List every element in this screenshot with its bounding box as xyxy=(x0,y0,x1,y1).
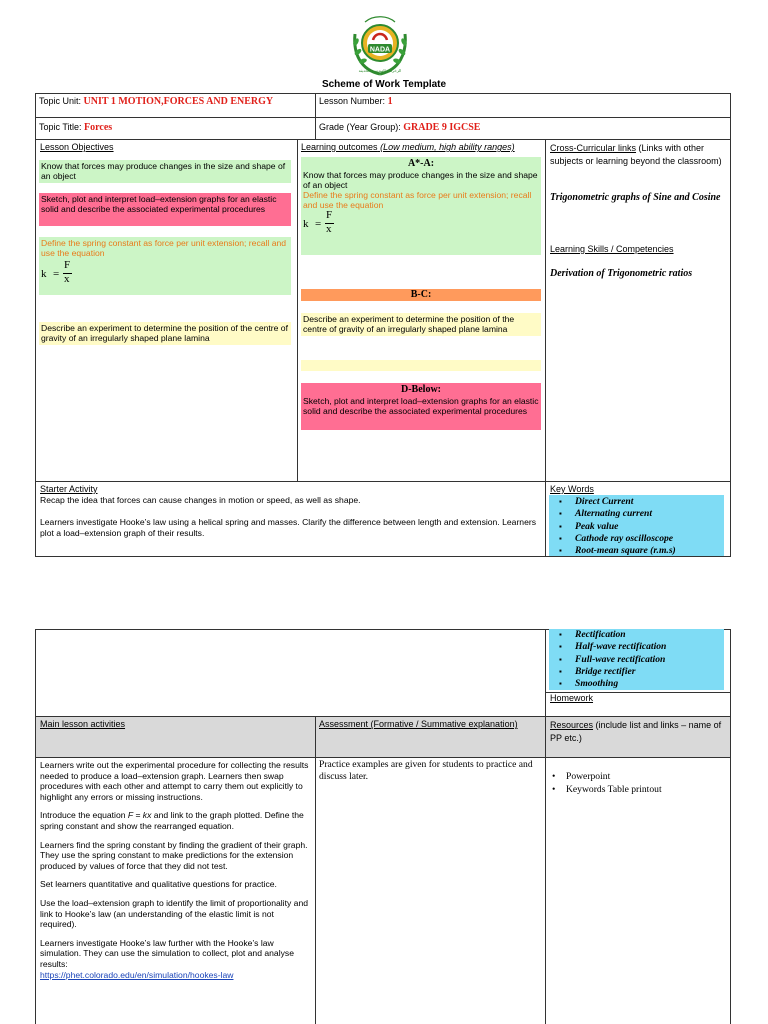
hookes-law-simulation-link[interactable]: https://phet.colorado.edu/en/simulation/hookes-law xyxy=(40,969,234,980)
keyword-item: ▪ Root-mean square (r.m.s) xyxy=(549,545,724,557)
outcome-a-text1: Know that forces may produce changes in the size and shape of an object xyxy=(303,170,538,190)
lesson-number-cell xyxy=(319,96,393,107)
homework-header: Homework xyxy=(550,693,594,703)
outcome-d-text: Sketch, plot and interpret load–extension graphs for an elastic solid and describe the associated experimental procedures xyxy=(303,396,539,416)
objective-2: Sketch, plot and interpret load–extension graphs for an elastic solid and describe the associated experimental procedures xyxy=(39,193,291,226)
outcome-bc-header: B-C: xyxy=(301,289,541,301)
main-p3: Learners find the spring constant by finding the gradient of their graph. They use the spring constant to make predictions for the extension produced by values of force that they did not test. xyxy=(40,839,308,871)
topic-title-label: Topic Title: xyxy=(39,122,82,132)
grade-value: GRADE 9 IGCSE xyxy=(403,122,481,133)
assessment-header: Assessment (Formative / Summative explanation) xyxy=(319,719,518,729)
crosslink-item-2: Derivation of Trigonometric ratios xyxy=(550,268,693,279)
outcome-a-box xyxy=(301,157,541,255)
objective-3: Define the spring constant as force per unit extension; recall and use the equation xyxy=(41,238,287,258)
main-p5: Use the load–extension graph to identify the limit of proportionality and link to Hooke’s law (an understanding of the elastic limit is not required). xyxy=(40,897,309,930)
outcomes-header: Learning outcomes (Low medium, high ability ranges) xyxy=(301,142,515,152)
keyword-item: ▪ Alternating current xyxy=(549,508,724,520)
resource-item: • Keywords Table printout xyxy=(548,783,726,796)
grade-label: Grade (Year Group): xyxy=(319,122,401,132)
outcome-d-box xyxy=(301,383,541,430)
keywords-box-page2 xyxy=(549,629,724,690)
outcome-formula: k = F x xyxy=(303,209,333,235)
lesson-number-label: Lesson Number: xyxy=(319,96,386,106)
objective-3-box xyxy=(39,237,291,295)
topic-unit-value: UNIT 1 MOTION,FORCES AND ENERGY xyxy=(83,96,274,107)
keyword-item: ▪ Rectification xyxy=(549,629,724,641)
crosslinks-header: Cross-Curricular links (Links with other subjects or learning beyond the classroom) xyxy=(550,143,722,166)
outcome-a-header: A*-A: xyxy=(407,158,435,169)
keyword-item: ▪ Half-wave rectification xyxy=(549,641,724,653)
outcome-d-header: D-Below: xyxy=(401,384,441,395)
main-p1: Learners write out the experimental procedure for collecting the results needed to produce a load–extension graph. Learners then swap procedures with each other and attempt to carry them out explicitly to highlight any errors or missing instructions. xyxy=(40,760,309,802)
resources-list xyxy=(548,770,726,796)
outcome-blank-bar xyxy=(301,360,541,371)
resource-item: • Powerpoint xyxy=(548,770,726,783)
logo-arc-text: الزخرفية الهندسية الحديثة xyxy=(358,68,402,73)
school-logo xyxy=(349,12,411,78)
main-activities-header: Main lesson activities xyxy=(40,719,126,729)
starter-p2: Learners investigate Hooke’s law using a helical spring and masses. Clarify the difference between length and extension. Learners plot a load–extension graph of their results. xyxy=(40,517,537,538)
learning-skills-header: Learning Skills / Competencies xyxy=(550,244,674,254)
main-p6: Learners investigate Hooke’s law further with the Hooke’s law simulation. They can use the simulation to collect, plot and analyse results: https://phet.colorado.edu/en/simulation/hookes-law xyxy=(40,937,294,980)
keyword-item: ▪ Full-wave rectification xyxy=(549,654,724,666)
resources-header: Resources (include list and links – name of PP etc.) xyxy=(550,720,722,743)
keyword-item: ▪ Direct Current xyxy=(549,496,724,508)
keyword-item: ▪ Cathode ray oscilloscope xyxy=(549,533,724,545)
objective-1: Know that forces may produce changes in the size and shape of an object xyxy=(39,160,291,183)
crosslink-item-1: Trigonometric graphs of Sine and Cosine xyxy=(550,192,721,203)
outcome-a-text2: Define the spring constant as force per unit extension; recall and use the equation xyxy=(303,190,532,210)
topic-title-cell xyxy=(39,122,112,133)
keyword-item: ▪ Smoothing xyxy=(549,678,724,690)
keyword-item: ▪ Peak value xyxy=(549,521,724,533)
main-p2: Introduce the equation F = kx and link to the graph plotted. Define the spring constant and show the rearranged equation. xyxy=(40,810,304,831)
topic-unit-label: Topic Unit: xyxy=(39,96,82,106)
outcome-bc-text: Describe an experiment to determine the position of the centre of gravity of an irregularly shaped plane lamina xyxy=(301,313,541,336)
starter-p1: Recap the idea that forces can cause changes in motion or speed, as well as shape. xyxy=(40,495,361,505)
main-activities-body xyxy=(40,760,310,980)
objectives-header: Lesson Objectives xyxy=(40,142,114,152)
keywords-header: Key Words xyxy=(550,484,594,494)
keywords-box-page1 xyxy=(549,495,724,556)
assessment-text: Practice examples are given for students to practice and discuss later. xyxy=(319,759,533,782)
grade-cell xyxy=(319,122,480,133)
objective-4: Describe an experiment to determine the position of the centre of gravity of an irregularly shaped plane lamina xyxy=(39,322,291,345)
logo-label: NADA xyxy=(369,46,391,54)
spring-formula: k = F x xyxy=(41,259,71,285)
topic-unit-cell xyxy=(39,96,273,107)
lesson-number-value: 1 xyxy=(387,96,393,107)
topic-title-value: Forces xyxy=(84,122,113,133)
starter-header: Starter Activity xyxy=(40,484,98,494)
keyword-item: ▪ Bridge rectifier xyxy=(549,666,724,678)
main-p4: Set learners quantitative and qualitative questions for practice. xyxy=(40,879,277,890)
page-title: Scheme of Work Template xyxy=(321,79,447,90)
